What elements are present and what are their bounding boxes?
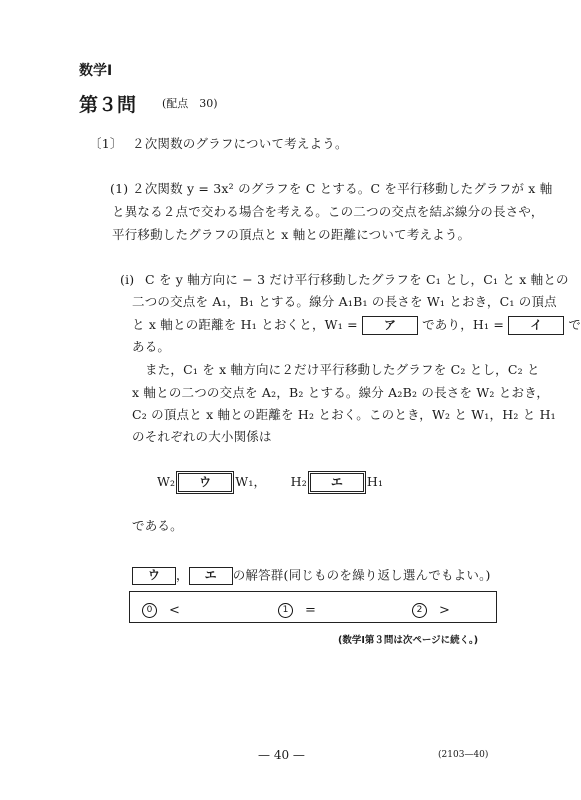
- cmp-h-right: H₁: [366, 474, 384, 489]
- sub1-line2: と異なる２点で交わる場合を考える。この二つの交点を結ぶ線分の長さや，: [112, 204, 544, 219]
- cmp-w-left: W₂: [157, 474, 176, 489]
- question-title: 第３問: [79, 94, 137, 116]
- mata-line4: のそれぞれの大小関係は: [132, 429, 272, 444]
- dearu-text: である。: [132, 518, 183, 533]
- comparison-row: [157, 473, 383, 492]
- subject-title: 数学Ⅰ: [79, 63, 113, 79]
- choices-box: [129, 591, 497, 623]
- choices-box-e: エ: [189, 567, 233, 585]
- answer-box-i[interactable]: イ: [508, 316, 564, 335]
- answer-box-u[interactable]: ウ: [178, 473, 232, 492]
- choice-2-symbol: >: [439, 603, 450, 618]
- choices-intro: の解答群(同じものを繰り返し選んでもよい。): [232, 567, 491, 583]
- choice-2-number: 2: [412, 603, 427, 618]
- i-line3: [132, 316, 581, 335]
- choice-2[interactable]: [412, 600, 450, 619]
- sub1-line1-b: のグラフを C とする。C を平行移動したグラフが x 軸: [233, 181, 553, 196]
- choice-1-number: 1: [278, 603, 293, 618]
- i-line3-a: と x 軸との距離を H₁ とおくと，W₁ =: [132, 317, 362, 332]
- sub1-line1-a: ２次関数: [132, 181, 187, 196]
- choice-0-number: 0: [142, 603, 157, 618]
- cmp-h-left: H₂: [290, 474, 307, 489]
- choice-1[interactable]: [278, 600, 316, 619]
- sub1-line3: 平行移動したグラフの頂点と x 軸との距離について考えよう。: [112, 227, 471, 242]
- answer-box-a[interactable]: ア: [362, 316, 418, 335]
- choices-sep: ，: [176, 567, 189, 583]
- page-code: (2103—40): [438, 750, 489, 760]
- sub1-label: (1): [110, 181, 129, 196]
- i-line3-b: であり，H₁ =: [417, 317, 509, 332]
- continue-note: (数学Ⅰ第３問は次ページに続く。): [338, 635, 479, 646]
- choices-box-u: ウ: [132, 567, 176, 585]
- cmp-w-right: W₁，: [235, 474, 267, 489]
- mata-line3: C₂ の頂点と x 軸との距離を H₂ とおく。このとき，W₂ と W₁，H₂ と H₁: [132, 407, 556, 422]
- choices-intro-row: [132, 567, 491, 585]
- page-number: — 40 —: [258, 748, 305, 762]
- choice-0-symbol: <: [169, 603, 180, 618]
- mata-line1: また，C₁ を x 軸方向に２だけ平行移動したグラフを C₂ とし，C₂ と: [145, 362, 540, 377]
- i-label: (i): [120, 272, 135, 287]
- choice-0[interactable]: [142, 600, 180, 619]
- part1-label: 〔1〕: [89, 136, 123, 151]
- i-line4: ある。: [132, 339, 171, 354]
- i-line3-c: で: [564, 317, 581, 332]
- i-line2: 二つの交点を A₁，B₁ とする。線分 A₁B₁ の長さを W₁ とおき，C₁ の頂点: [132, 294, 557, 309]
- answer-box-e[interactable]: エ: [310, 473, 364, 492]
- sub1-line1: [132, 181, 552, 197]
- i-line1: C を y 軸方向に − 3 だけ平行移動したグラフを C₁ とし，C₁ と x 軸との: [145, 272, 569, 287]
- score-note: (配点 30): [162, 97, 218, 110]
- mata-line2: x 軸との二つの交点を A₂，B₂ とする。線分 A₂B₂ の長さを W₂ とおき，: [132, 385, 550, 400]
- sub1-formula: y = 3x²: [186, 181, 234, 196]
- part1-intro: ２次関数のグラフについて考えよう。: [132, 136, 348, 151]
- choice-1-symbol: =: [305, 603, 316, 618]
